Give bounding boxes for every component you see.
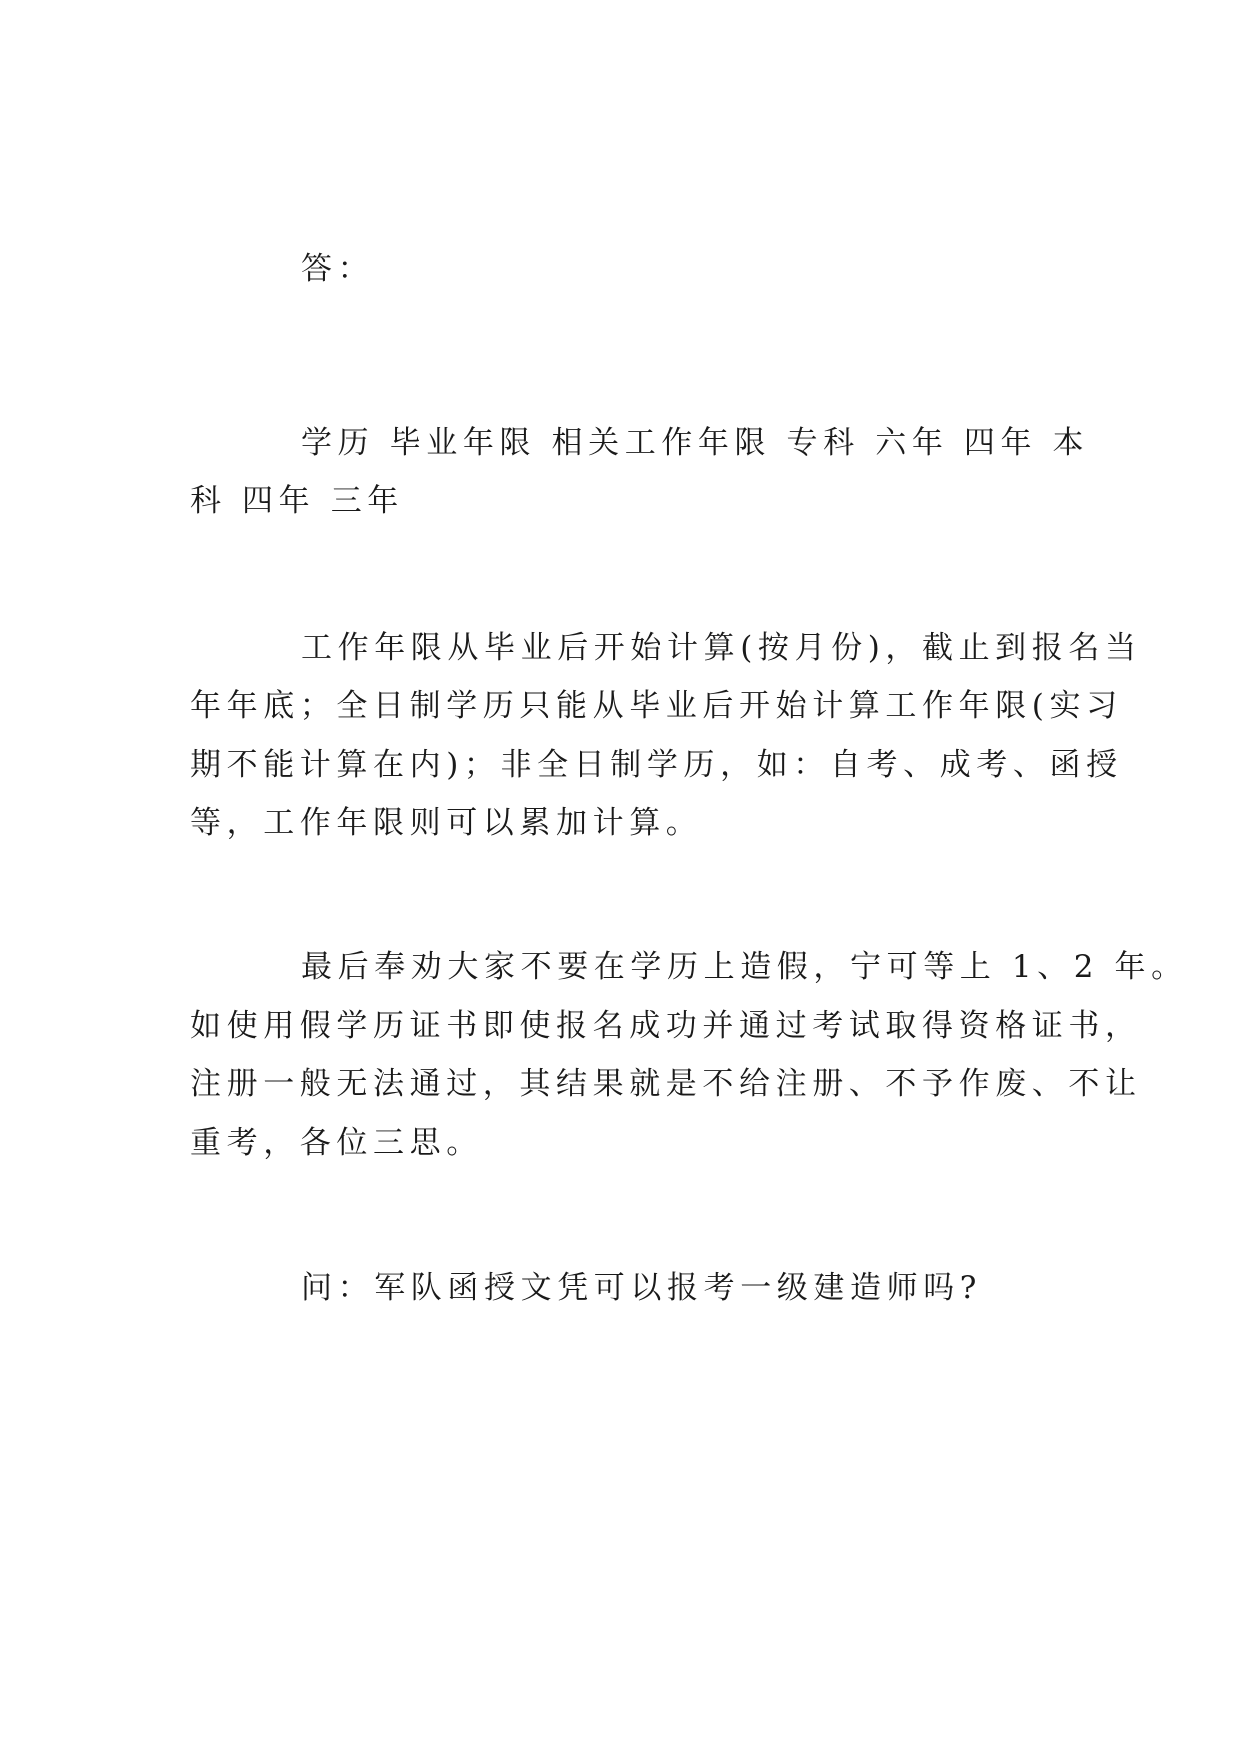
work-years-paragraph-line: 年年底；全日制学历只能从毕业后开始计算工作年限(实习 — [190, 688, 1123, 724]
advice-paragraph-line: 如使用假学历证书即使报名成功并通过考试取得资格证书， — [190, 1008, 1142, 1044]
work-years-paragraph-line: 等，工作年限则可以累加计算。 — [190, 805, 703, 841]
work-years-paragraph-line: 工作年限从毕业后开始计算(按月份)，截止到报名当 — [301, 630, 1142, 666]
answer-label: 答： — [301, 251, 375, 287]
qualification-table-text: 科 四年 三年 — [190, 483, 404, 519]
work-years-paragraph-line: 期不能计算在内)；非全日制学历，如：自考、成考、函授 — [190, 747, 1123, 783]
advice-paragraph-line: 重考，各位三思。 — [190, 1125, 483, 1161]
qualification-table-text: 学历 毕业年限 相关工作年限 专科 六年 四年 本 — [301, 425, 1090, 461]
question-heading: 问：军队函授文凭可以报考一级建造师吗? — [301, 1270, 983, 1306]
advice-paragraph-line: 注册一般无法通过，其结果就是不给注册、不予作废、不让 — [190, 1066, 1142, 1102]
advice-paragraph-line: 最后奉劝大家不要在学历上造假，宁可等上 1、2 年。 — [301, 949, 1188, 985]
